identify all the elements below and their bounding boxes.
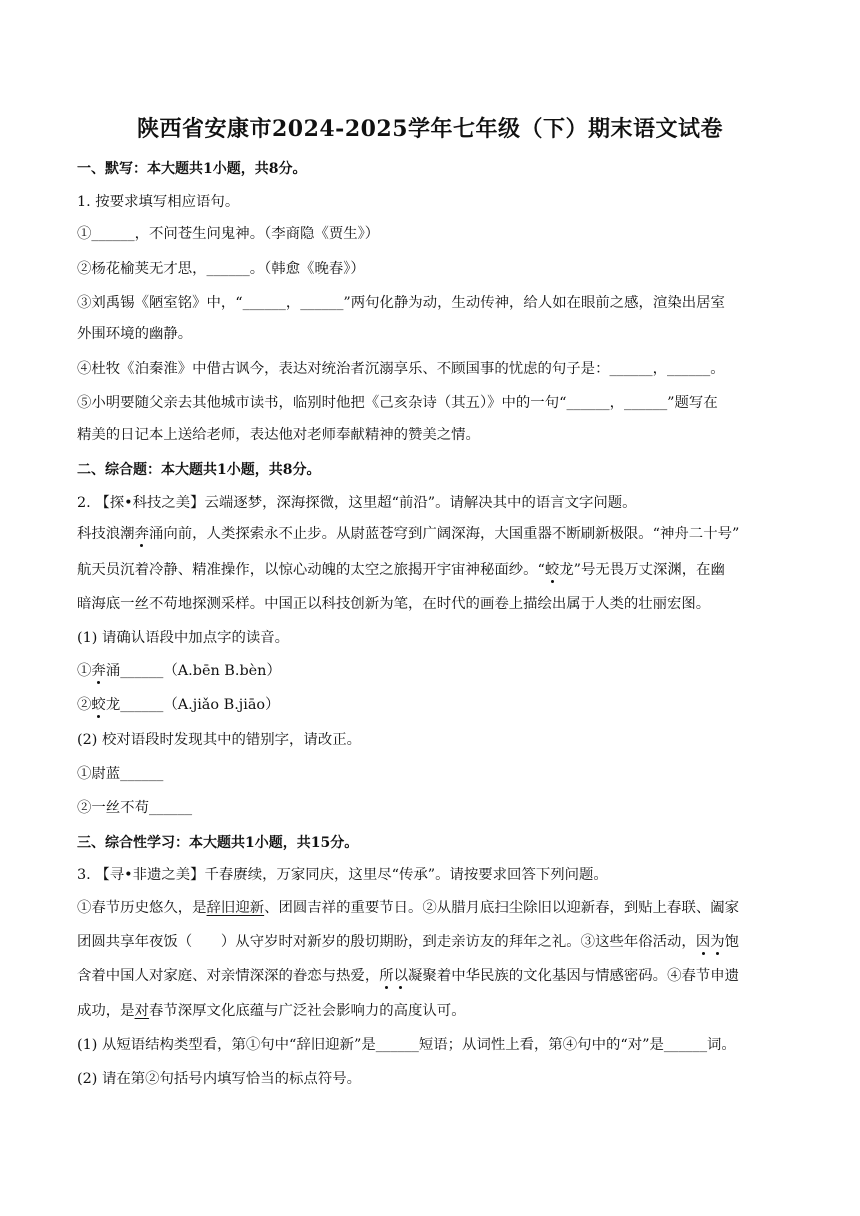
q3-passage-line-4: 成功，是对春节深厚文化底蕴与广泛社会影响力的高度认可。 (77, 1003, 466, 1019)
q2-sub-2-item-2: ②一丝不苟______ (77, 800, 193, 816)
underlined-phrase: 辞旧迎新 (206, 900, 265, 916)
q2-sub-1-item-1: ①奔涌______（A.bēn B.bèn） (77, 663, 281, 679)
q2-sub-1-item-2: ②蛟龙______（A.jiǎo B.jiāo） (77, 697, 280, 713)
question-3-stem: 3. 【寻•非遗之美】千春赓续，万家同庆，这里尽“传承”。请按要求回答下列问题。 (77, 867, 608, 883)
q2-passage-line-1: 科技浪潮奔涌向前，人类探索永不止步。从尉蓝苍穹到广阔深海，大国重器不断刷新极限。“神舟二十号” (77, 526, 740, 542)
exam-title: 陕西省安康市2024-2025学年七年级（下）期末语文试卷 (136, 116, 724, 142)
q2-sub-2-item-1: ①尉蓝______ (77, 766, 164, 782)
q2-passage-line-2: 航天员沉着冷静、精准操作，以惊心动魄的太空之旅揭开宇宙神秘面纱。“蛟龙”号无畏万丈深渊，在幽 (77, 562, 725, 578)
emphasis-dot-char: 以 (393, 968, 409, 984)
q3-sub-2: (2) 请在第②句括号内填写恰当的标点符号。 (77, 1071, 361, 1087)
emphasis-dot-char: 所 (379, 968, 394, 984)
emphasis-dot-char: 奔 (134, 526, 149, 542)
q3-passage-line-1: ①春节历史悠久，是辞旧迎新、团圆吉祥的重要节日。②从腊月底扫尘除旧以迎新春，到贴上春联、阖家 (77, 900, 740, 916)
q1-item-3-line-1: ③刘禹锡《陋室铭》中，“______，______”两句化静为动，生动传神，给人如在眼前之感，渲染出居室 (77, 295, 725, 311)
question-2-stem: 2. 【探•科技之美】云端逐梦，深海探微，这里超“前沿”。请解决其中的语言文字问题。 (77, 495, 637, 511)
q1-item-3-line-2: 外围环境的幽静。 (77, 326, 193, 342)
q1-item-5-line-2: 精美的日记本上送给老师，表达他对老师奉献精神的赞美之情。 (77, 427, 480, 443)
q2-sub-2: (2) 校对语段时发现其中的错别字，请改正。 (77, 732, 361, 748)
q3-sub-1: (1) 从短语结构类型看，第①句中“辞旧迎新”是______短语；从词性上看，第④句中的“对”是______词。 (77, 1037, 736, 1053)
question-1-stem: 1. 按要求填写相应语句。 (77, 194, 240, 210)
section-3-heading: 三、综合性学习：本大题共1小题，共15分。 (77, 835, 359, 851)
q2-passage-line-3: 暗海底一丝不苟地探测采样。中国正以科技创新为笔，在时代的画卷上描绘出属于人类的壮丽宏图。 (77, 596, 711, 612)
q1-item-2: ②杨花榆荚无才思，______。（韩愈《晚春》） (77, 261, 365, 277)
emphasis-dot-char: 奔 (91, 663, 106, 679)
section-2-heading: 二、综合题：本大题共1小题，共8分。 (77, 462, 321, 478)
emphasis-dot-char: 为 (710, 934, 725, 950)
section-1-heading: 一、默写：本大题共1小题，共8分。 (77, 161, 307, 177)
emphasis-dot-char: 蛟 (544, 562, 560, 578)
q1-item-4: ④杜牧《泊秦淮》中借古讽今，表达对统治者沉溺享乐、不顾国事的忧虑的句子是：______，______。 (77, 361, 725, 377)
emphasis-dot-char: 蛟 (91, 697, 106, 713)
q2-sub-1: (1) 请确认语段中加点字的读音。 (77, 630, 290, 646)
underlined-word: 对 (134, 1003, 149, 1019)
q1-item-5-line-1: ⑤小明要随父亲去其他城市读书，临别时他把《己亥杂诗（其五）》中的一句“______，______”题写在 (77, 395, 718, 411)
q3-passage-line-3: 含着中国人对家庭、对亲情深深的眷恋与热爱，所以凝聚着中华民族的文化基因与情感密码。④春节申遗 (77, 968, 740, 984)
emphasis-dot-char: 因 (695, 934, 711, 950)
q1-item-1: ①______，不问苍生问鬼神。（李商隐《贾生》） (77, 226, 380, 242)
q3-passage-line-2: 团圆共享年夜饭（ ）从守岁时对新岁的殷切期盼，到走亲访友的拜年之礼。③这些年俗活动，因为饱 (77, 934, 740, 950)
